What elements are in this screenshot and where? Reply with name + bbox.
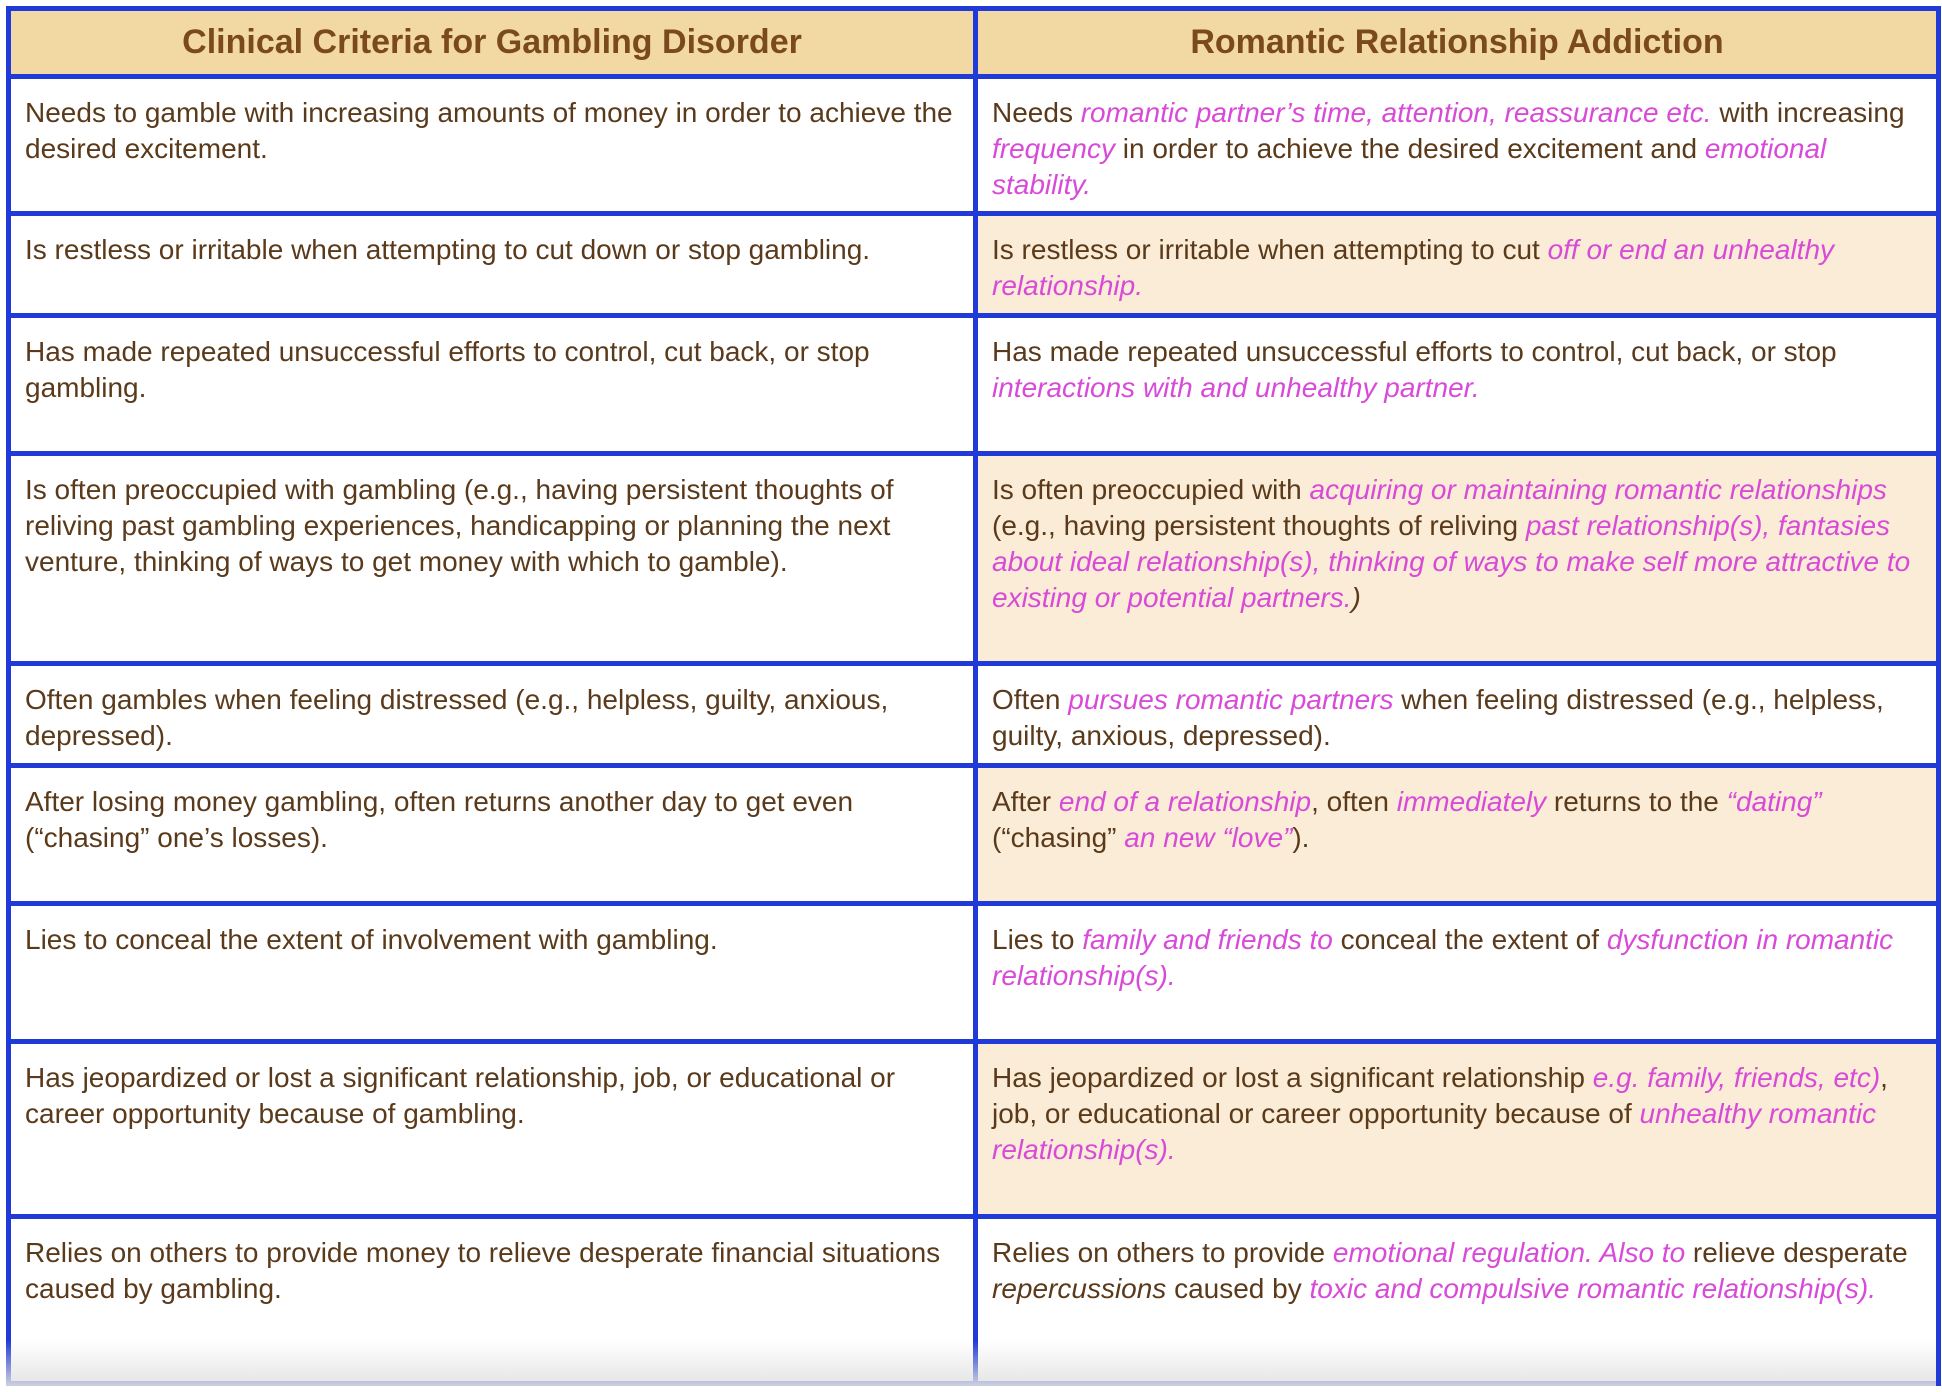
italic-text: ): [1351, 582, 1361, 613]
text-segment: caused by: [1166, 1273, 1310, 1304]
header-gambling-disorder: Clinical Criteria for Gambling Disorder: [9, 9, 976, 77]
table-row: [9, 214, 1939, 316]
relationship-criterion-cell: [976, 1042, 1939, 1217]
gambling-criterion-cell: Is restless or irritable when attempting to cut down or stop gambling.: [9, 214, 976, 316]
table-row: [9, 316, 1939, 454]
gambling-criterion-cell: Relies on others to provide money to relieve desperate financial situations caused by gambling.: [9, 1217, 976, 1384]
emphasized-text: unhealthy romantic relationship(s).: [992, 1098, 1877, 1165]
text-segment: Is restless or irritable when attempting to cut: [992, 234, 1548, 265]
text-segment: returns to the: [1546, 786, 1727, 817]
relationship-criterion-cell: [976, 316, 1939, 454]
emphasized-text: off or end an unhealthy relationship.: [992, 234, 1835, 301]
gambling-criterion-cell: Is often preoccupied with gambling (e.g., having persistent thoughts of reliving past gambling experiences, handicapping or planning the next venture, thinking of ways to get money with which to gamble).: [9, 454, 976, 664]
text-segment: Has made repeated unsuccessful efforts to control, cut back, or stop: [992, 336, 1837, 367]
emphasized-text: interactions with and unhealthy partner.: [992, 372, 1480, 403]
text-segment: ).: [1292, 822, 1310, 853]
header-romantic-relationship-addiction: Romantic Relationship Addiction: [976, 9, 1939, 77]
table-row: [9, 77, 1939, 214]
table-row: [9, 1217, 1939, 1384]
emphasized-text: romantic partner’s time, attention, reassurance etc.: [1080, 97, 1712, 128]
emphasized-text: pursues romantic partners: [1068, 684, 1394, 715]
text-segment: (e.g., having persistent thoughts of reliving: [992, 510, 1526, 541]
gambling-criterion-cell: Has made repeated unsuccessful efforts to control, cut back, or stop gambling.: [9, 316, 976, 454]
emphasized-text: immediately: [1396, 786, 1547, 817]
gambling-criterion-cell: Lies to conceal the extent of involvement with gambling.: [9, 904, 976, 1042]
comparison-table: [6, 6, 1941, 1386]
table-row: [9, 454, 1939, 664]
gambling-criterion-cell: After losing money gambling, often returns another day to get even (“chasing” one’s losses).: [9, 766, 976, 904]
text-segment: Is often preoccupied with: [992, 474, 1310, 505]
text-segment: , job, or educational or career opportunity because of: [992, 1062, 1888, 1129]
emphasized-text: past relationship(s), fantasies about ideal relationship(s), thinking of ways to make self more attractive to existing or potential partners.: [992, 510, 1911, 613]
gambling-criterion-cell: Often gambles when feeling distressed (e.g., helpless, guilty, anxious, depressed).: [9, 664, 976, 766]
relationship-criterion-cell: [976, 1217, 1939, 1384]
text-segment: Relies on others to provide: [992, 1237, 1333, 1268]
table-row: [9, 766, 1939, 904]
emphasized-text: “dating”: [1726, 786, 1822, 817]
italic-text: repercussions: [992, 1273, 1167, 1304]
relationship-criterion-cell: [976, 454, 1939, 664]
gambling-criterion-cell: Has jeopardized or lost a significant relationship, job, or educational or career opportunity because of gambling.: [9, 1042, 976, 1217]
text-segment: conceal the extent of: [1332, 924, 1607, 955]
emphasized-text: dysfunction in romantic relationship(s).: [992, 924, 1894, 991]
emphasized-text: an new “love”: [1124, 822, 1293, 853]
text-segment: relieve desperate: [1685, 1237, 1908, 1268]
text-segment: in order to achieve the desired excitement and: [1114, 133, 1705, 164]
emphasized-text: e.g. family, friends, etc): [1592, 1062, 1881, 1093]
emphasized-text: emotional stability.: [992, 133, 1827, 200]
table-row: [9, 904, 1939, 1042]
text-segment: Has jeopardized or lost a significant relationship: [992, 1062, 1593, 1093]
relationship-criterion-cell: [976, 904, 1939, 1042]
comparison-table-container: [6, 6, 1936, 1386]
text-segment: when feeling distressed (e.g., helpless, guilty, anxious, depressed).: [992, 684, 1884, 751]
text-segment: (“chasing”: [992, 822, 1125, 853]
text-segment: Needs: [992, 97, 1081, 128]
relationship-criterion-cell: [976, 77, 1939, 214]
emphasized-text: emotional regulation. Also to: [1332, 1237, 1686, 1268]
table-row: [9, 1042, 1939, 1217]
table-row: [9, 664, 1939, 766]
gambling-criterion-cell: Needs to gamble with increasing amounts of money in order to achieve the desired excitement.: [9, 77, 976, 214]
emphasized-text: family and friends to: [1082, 924, 1333, 955]
emphasized-text: end of a relationship: [1058, 786, 1312, 817]
relationship-criterion-cell: [976, 664, 1939, 766]
emphasized-text: toxic and compulsive romantic relationship(s).: [1309, 1273, 1876, 1304]
text-segment: with increasing: [1711, 97, 1905, 128]
header-row: [9, 9, 1939, 77]
text-segment: Lies to: [992, 924, 1083, 955]
relationship-criterion-cell: [976, 766, 1939, 904]
emphasized-text: frequency: [992, 133, 1115, 164]
relationship-criterion-cell: [976, 214, 1939, 316]
emphasized-text: acquiring or maintaining romantic relationships: [1309, 474, 1887, 505]
text-segment: , often: [1311, 786, 1397, 817]
text-segment: Often: [992, 684, 1069, 715]
text-segment: After: [992, 786, 1059, 817]
